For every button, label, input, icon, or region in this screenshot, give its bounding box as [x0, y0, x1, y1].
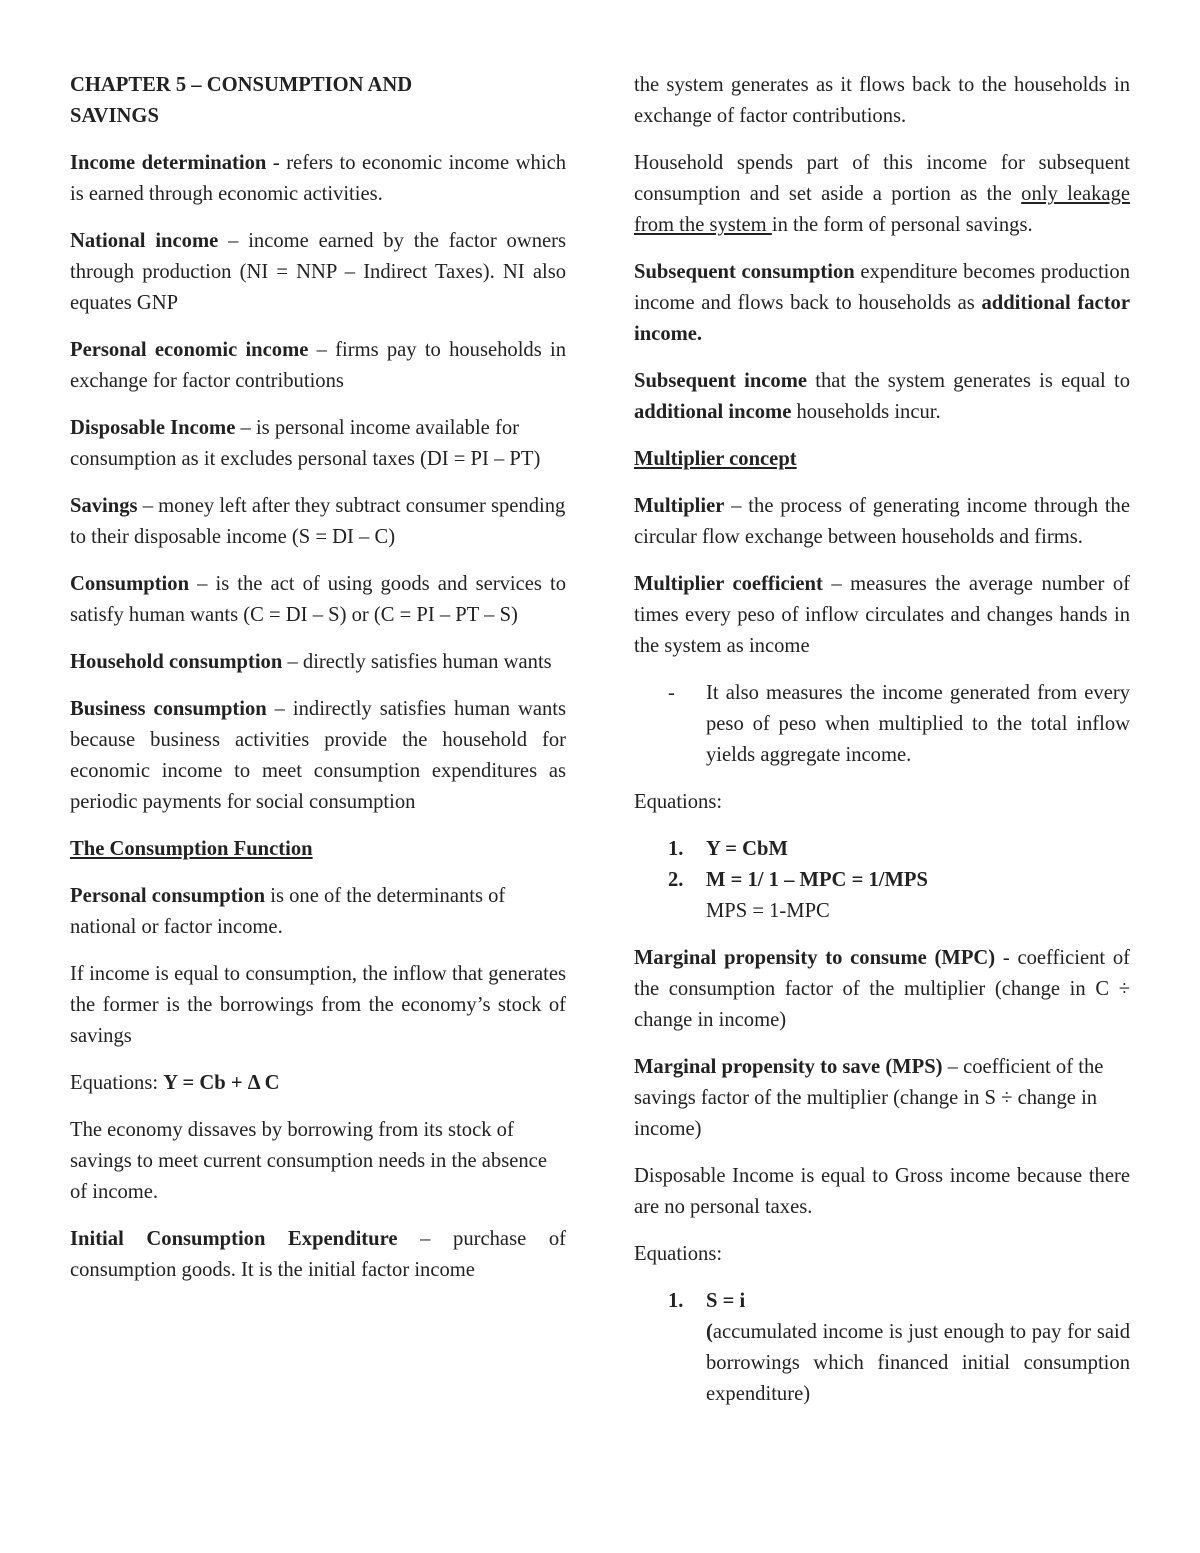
definition-text: coefficient of the savings factor of the multiplier (change in S ÷ change in income) [634, 1056, 1104, 1140]
bold-phrase: additional factor income. [634, 292, 1130, 345]
term: Savings [70, 495, 138, 517]
paragraph-text: Household spends part of this income for subsequent consumption and set aside a portion as the [634, 152, 1130, 205]
heading-multiplier-concept [634, 444, 1130, 475]
separator: – [266, 698, 293, 720]
personal-consumption-paragraph [70, 881, 566, 943]
separator: – [308, 339, 336, 361]
income-equal-paragraph: If income is equal to consumption, the inflow that generates the former is the borrowings from the economy’s stock of savings [70, 963, 566, 1047]
equation: M = 1/ 1 – MPC = 1/MPS [706, 869, 928, 891]
equation-note [706, 1317, 1130, 1410]
separator: – [397, 1228, 454, 1250]
term: Personal consumption [70, 885, 266, 907]
def-personal-economic-income [70, 335, 566, 397]
equation-list-1 [634, 834, 1130, 927]
definition-text: the process of generating income through the circular flow exchange between households and firms. [634, 495, 1130, 548]
equation-secondary: MPS = 1-MPC [706, 900, 830, 922]
equation-list-2 [634, 1286, 1130, 1410]
def-savings [70, 491, 566, 553]
separator: – [189, 573, 216, 595]
dash-bullet: - [668, 682, 675, 704]
term: Household consumption [70, 651, 283, 673]
separator: – [282, 651, 303, 673]
def-income-determination [70, 148, 566, 210]
definition-text: is the act of using goods and services to satisfy human wants (C = DI – S) or (C = PI – PT – S) [70, 573, 566, 626]
term: Marginal propensity to consume (MPC) [634, 947, 996, 969]
separator: – [822, 573, 851, 595]
def-multiplier [634, 491, 1130, 553]
list-item [634, 678, 1130, 771]
def-household-consumption [70, 647, 566, 678]
separator: – [724, 495, 749, 517]
note-paren: ( [706, 1321, 713, 1343]
term: Initial Consumption Expenditure [70, 1228, 398, 1250]
subsequent-income-paragraph [634, 366, 1130, 428]
term: Business consumption [70, 698, 267, 720]
definition-text: firms pay to households in exchange for factor contributions [70, 339, 566, 392]
term: Personal economic income [70, 339, 309, 361]
separator: – [218, 230, 249, 252]
list-number: 2. [668, 869, 684, 891]
term: Multiplier [634, 495, 725, 517]
chapter-title-line2: SAVINGS [70, 105, 159, 127]
def-consumption [70, 569, 566, 631]
separator: – [235, 417, 256, 439]
term: Multiplier coefficient [634, 573, 823, 595]
subsequent-consumption-paragraph [634, 257, 1130, 350]
separator: - [995, 947, 1018, 969]
equations-label-2: Equations: [634, 1243, 723, 1265]
equation: S = i [706, 1290, 746, 1312]
section-heading: Multiplier concept [634, 448, 797, 470]
note-text: accumulated income is just enough to pay for said borrowings which financed initial consumption expenditure) [706, 1321, 1130, 1405]
def-mps [634, 1052, 1130, 1145]
term: Disposable Income [70, 417, 236, 439]
bold-phrase: additional income [634, 401, 792, 423]
list-item [634, 1286, 1130, 1410]
paragraph-text: expenditure becomes production income and flows back to households as [634, 261, 1130, 314]
list-item [634, 865, 1130, 927]
equation-line [70, 1068, 566, 1099]
definition-text: indirectly satisfies human wants because business activities provide the household for economic income to meet consumption expenditures as periodic payments for social consumption [70, 698, 566, 813]
disposable-income-paragraph: Disposable Income is equal to Gross income because there are no personal taxes. [634, 1165, 1130, 1218]
equation: Y = CbM [706, 838, 788, 860]
chapter-title-line1: CHAPTER 5 – CONSUMPTION AND [70, 74, 413, 96]
initial-consumption-paragraph [70, 1224, 566, 1286]
definition-text: measures the average number of times every peso of inflow circulates and changes hands in the system as income [634, 573, 1131, 657]
chapter-title [70, 70, 566, 132]
term: Consumption [70, 573, 190, 595]
equations-label-1: Equations: [634, 791, 723, 813]
equations-label: Equations: [70, 1072, 164, 1094]
list-item [634, 834, 1130, 865]
term: National income [70, 230, 219, 252]
flows-back-paragraph: the system generates as it flows back to the households in exchange of factor contributions. [634, 74, 1130, 127]
paragraph-text-end: households incur. [791, 401, 941, 423]
dissaves-paragraph: The economy dissaves by borrowing from its stock of savings to meet current consumption needs in the absence of income. [70, 1119, 547, 1203]
paragraph-text: that the system generates is equal to [807, 370, 1130, 392]
right-column [634, 70, 1130, 1426]
left-column [70, 70, 566, 1302]
def-disposable-income [70, 413, 566, 475]
paragraph-text: is one of the determinants of national or factor income. [70, 885, 506, 938]
definition-text: income earned by the factor owners through production (NI = NNP – Indirect Taxes). NI also equates GNP [70, 230, 567, 314]
definition-text: money left after they subtract consumer spending to their disposable income (S = DI – C) [70, 495, 566, 548]
equation: Y = Cb + Δ C [163, 1072, 280, 1094]
separator: – [137, 495, 159, 517]
def-mpc [634, 943, 1130, 1036]
def-business-consumption [70, 694, 566, 818]
list-number: 1. [668, 1290, 684, 1312]
def-national-income [70, 226, 566, 319]
list-item-text: It also measures the income generated from every peso of peso when multiplied to the total inflow yields aggregate income. [706, 682, 1130, 766]
household-spends-paragraph [634, 148, 1130, 241]
def-multiplier-coefficient [634, 569, 1130, 662]
term: Subsequent consumption [634, 261, 855, 283]
definition-text: is personal income available for consumption as it excludes personal taxes (DI = PI – PT) [70, 417, 541, 470]
separator: - [266, 152, 287, 174]
heading-consumption-function [70, 834, 566, 865]
definition-text: purchase of consumption goods. It is the initial factor income [70, 1228, 566, 1281]
list-number: 1. [668, 838, 684, 860]
paragraph-text-end: in the form of personal savings. [771, 214, 1033, 236]
term: Subsequent income [634, 370, 808, 392]
term: Income determination [70, 152, 267, 174]
term: Marginal propensity to save (MPS) [634, 1056, 943, 1078]
underlined-phrase: only leakage from the system [634, 183, 1131, 236]
definition-text: directly satisfies human wants [302, 651, 552, 673]
sub-point-list [634, 678, 1130, 771]
definition-text: coefficient of the consumption factor of the multiplier (change in C ÷ change in income) [634, 947, 1130, 1031]
separator: – [942, 1056, 964, 1078]
definition-text: refers to economic income which is earned through economic activities. [70, 152, 567, 205]
section-heading: The Consumption Function [70, 838, 313, 860]
